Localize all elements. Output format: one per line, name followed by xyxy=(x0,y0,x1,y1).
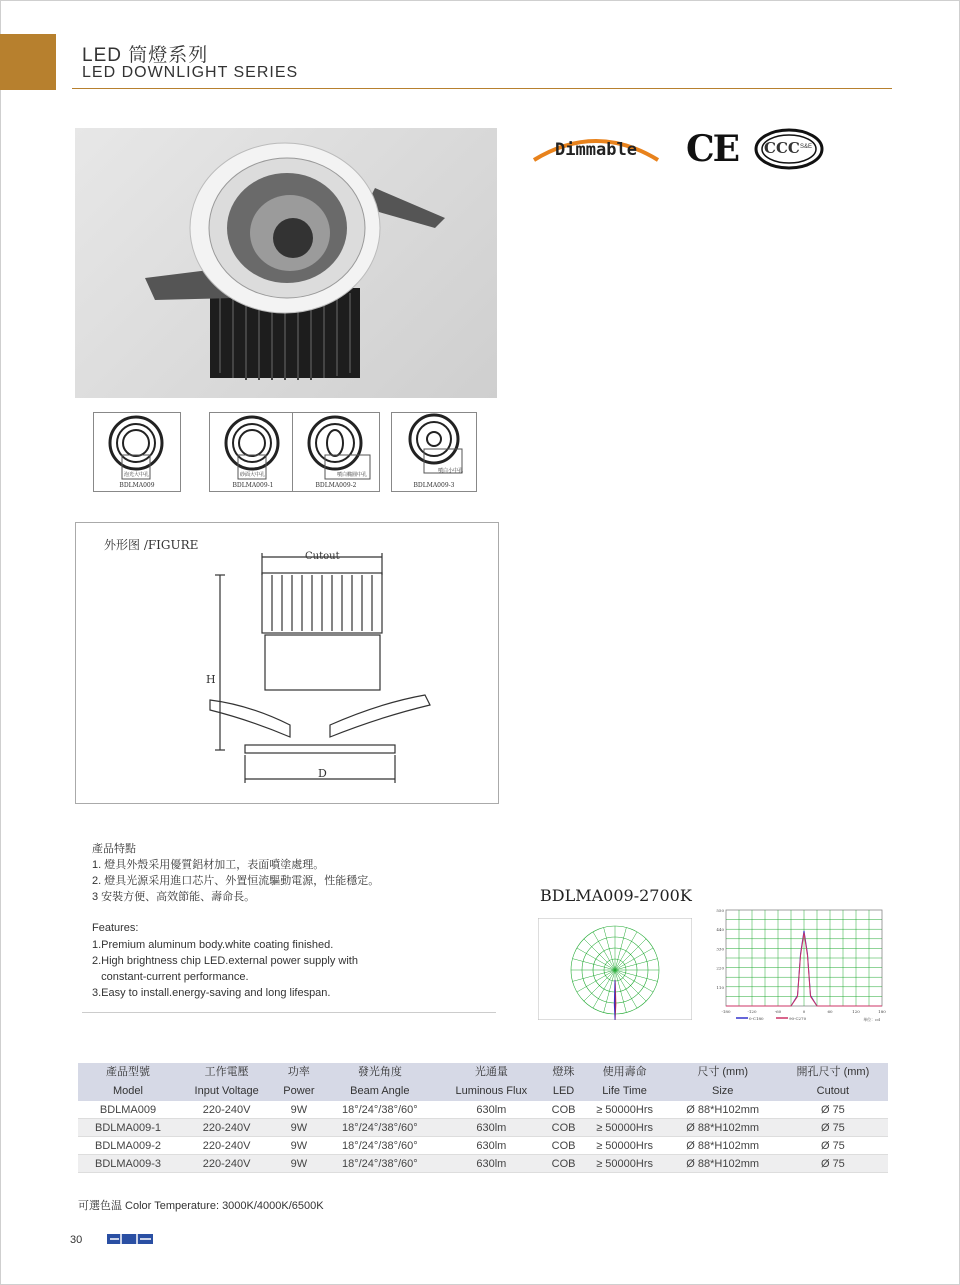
table-header-en: Power xyxy=(275,1082,322,1101)
thumb-tag: 泡光大中孔 xyxy=(124,472,150,478)
chart-legend-label: 90-C270 xyxy=(789,1016,807,1021)
features-cn-title: 產品特點 xyxy=(92,843,136,855)
features-en-item: 2.High brightness chip LED.external power supply with xyxy=(92,955,358,967)
chart-x-tick: 0 xyxy=(802,1009,806,1014)
header-rule xyxy=(72,88,892,89)
chart-x-tick: -180 xyxy=(721,1009,731,1014)
figure-d-label: D xyxy=(318,767,327,780)
table-header-en: Model xyxy=(78,1082,178,1101)
figure-drawing xyxy=(200,545,440,785)
table-cell: 630lm xyxy=(437,1137,545,1155)
table-cell: Ø 75 xyxy=(778,1155,888,1173)
table-header-en: Input Voltage xyxy=(178,1082,275,1101)
table-header-cn: 功率 xyxy=(275,1063,322,1082)
features-en-item: 3.Easy to install.energy-saving and long lifespan. xyxy=(92,987,331,999)
thumb-model: BDLMA009-1 xyxy=(232,482,274,489)
table-header-en: Life Time xyxy=(582,1082,668,1101)
table-cell: 220-240V xyxy=(178,1155,275,1173)
chart-y-tick: 550 xyxy=(716,908,724,913)
header-title-en: LED DOWNLIGHT SERIES xyxy=(82,64,299,81)
table-cell: Ø 88*H102mm xyxy=(668,1155,778,1173)
table-header-en: Cutout xyxy=(778,1082,888,1101)
table-cell: ≥ 50000Hrs xyxy=(582,1101,668,1119)
table-cell: BDLMA009-2 xyxy=(78,1137,178,1155)
variant-thumbnails xyxy=(93,412,483,492)
table-cell: 630lm xyxy=(437,1101,545,1119)
chart-x-tick: 120 xyxy=(852,1009,860,1014)
table-cell: 220-240V xyxy=(178,1137,275,1155)
features-en-item: constant-current performance. xyxy=(92,971,249,983)
table-cell: Ø 75 xyxy=(778,1119,888,1137)
table-cell: 220-240V xyxy=(178,1101,275,1119)
features-cn-item: 1. 燈具外殼采用優質鋁材加工，表面噴塗處理。 xyxy=(92,859,325,871)
thumb-tag: 噴白橢圓中孔 xyxy=(337,472,368,478)
figure-cutout-label: Cutout xyxy=(305,551,340,562)
page-number: 30 xyxy=(70,1234,83,1246)
dimmable-badge xyxy=(530,130,662,180)
model-heading: BDLMA009-2700K xyxy=(540,886,692,905)
polar-chart xyxy=(538,918,692,1020)
table-row xyxy=(78,1101,888,1119)
thumb-model: BDLMA009-2 xyxy=(315,482,357,489)
table-cell: ≥ 50000Hrs xyxy=(582,1137,668,1155)
figure-label: 外形图 /FIGURE xyxy=(104,538,199,552)
table-header-en: Size xyxy=(668,1082,778,1101)
table-cell: 18°/24°/38°/60° xyxy=(323,1119,438,1137)
chart-y-tick: 330 xyxy=(716,946,724,952)
features-cn-item: 2. 燈具光源采用進口芯片、外置恒流驅動電源，性能穩定。 xyxy=(92,875,380,887)
table-cell: 18°/24°/38°/60° xyxy=(323,1155,438,1173)
table-cell: BDLMA009-1 xyxy=(78,1119,178,1137)
table-cell: Ø 75 xyxy=(778,1137,888,1155)
table-cell: COB xyxy=(546,1155,582,1173)
chart-legend-label: 0-C180 xyxy=(749,1016,764,1021)
table-cell: BDLMA009 xyxy=(78,1101,178,1119)
table-cell: 9W xyxy=(275,1119,322,1137)
section-tab xyxy=(0,34,56,90)
spec-table xyxy=(78,1063,888,1173)
features-cn-item: 3 安裝方便、高效節能、壽命長。 xyxy=(92,891,256,903)
table-cell: Ø 88*H102mm xyxy=(668,1101,778,1119)
thumb-item xyxy=(93,412,181,492)
features-en-item: 1.Premium aluminum body.white coating finished. xyxy=(92,939,334,951)
table-cell: BDLMA009-3 xyxy=(78,1155,178,1173)
table-cell: 18°/24°/38°/60° xyxy=(323,1137,438,1155)
ccc-mark-icon xyxy=(754,128,824,170)
thumb-item xyxy=(391,412,477,492)
features-en-title: Features: xyxy=(92,922,139,934)
table-cell: Ø 88*H102mm xyxy=(668,1119,778,1137)
chart-y-tick: 220 xyxy=(716,965,724,971)
thumb-item xyxy=(292,412,380,492)
color-temperature: 可選色温 Color Temperature: 3000K/4000K/6500K xyxy=(78,1200,324,1212)
table-cell: Ø 75 xyxy=(778,1101,888,1119)
table-row xyxy=(78,1155,888,1173)
thumb-tag: 砂面大中孔 xyxy=(240,472,266,478)
table-cell: 18°/24°/38°/60° xyxy=(323,1101,438,1119)
table-header-cn: 開孔尺寸 (mm) xyxy=(778,1063,888,1082)
thumb-item xyxy=(209,412,297,492)
table-cell: 220-240V xyxy=(178,1119,275,1137)
table-row xyxy=(78,1119,888,1137)
chart-y-tick: 440 xyxy=(716,927,724,933)
table-cell: 9W xyxy=(275,1155,322,1173)
line-chart xyxy=(712,906,888,1024)
table-cell: 9W xyxy=(275,1101,322,1119)
chart-y-tick: 110 xyxy=(716,984,724,990)
table-cell: ≥ 50000Hrs xyxy=(582,1155,668,1173)
table-header-cn: 使用壽命 xyxy=(582,1063,668,1082)
table-cell: Ø 88*H102mm xyxy=(668,1137,778,1155)
thumb-tag: 噴白小中孔 xyxy=(438,468,464,474)
ccc-sub-label: S&E xyxy=(800,144,813,150)
ce-mark-icon: CE xyxy=(686,128,739,170)
product-photo xyxy=(75,128,497,398)
table-header-cn: 產品型號 xyxy=(78,1063,178,1082)
chart-x-tick: 180 xyxy=(878,1009,886,1014)
table-header-en: Beam Angle xyxy=(323,1082,438,1101)
table-cell: 630lm xyxy=(437,1155,545,1173)
table-header-cn: 尺寸 (mm) xyxy=(668,1063,778,1082)
table-header-cn: 光通量 xyxy=(437,1063,545,1082)
table-header-cn: 發光角度 xyxy=(323,1063,438,1082)
header-title-cn: LED 筒燈系列 xyxy=(82,45,209,66)
chart-x-tick: 60 xyxy=(827,1009,833,1014)
dimmable-label: Dimmable xyxy=(555,140,637,160)
table-header-cn: 燈珠 xyxy=(546,1063,582,1082)
table-header-cn: 工作電壓 xyxy=(178,1063,275,1082)
chart-x-tick: -60 xyxy=(774,1009,782,1014)
table-cell: 9W xyxy=(275,1137,322,1155)
table-header-en: LED xyxy=(546,1082,582,1101)
table-cell: ≥ 50000Hrs xyxy=(582,1119,668,1137)
table-cell: 630lm xyxy=(437,1119,545,1137)
table-cell: COB xyxy=(546,1101,582,1119)
table-cell: COB xyxy=(546,1137,582,1155)
thumb-model: BDLMA009-3 xyxy=(413,482,455,489)
table-row xyxy=(78,1137,888,1155)
thumb-model: BDLMA009 xyxy=(119,482,155,489)
features-divider xyxy=(82,1012,496,1013)
figure-h-label: H xyxy=(206,673,216,686)
brand-logo xyxy=(107,1232,153,1244)
ccc-label: CCC xyxy=(764,139,800,157)
table-cell: COB xyxy=(546,1119,582,1137)
table-header-en: Luminous Flux xyxy=(437,1082,545,1101)
chart-unit-note: 单位：cd xyxy=(863,1017,880,1022)
chart-x-tick: -120 xyxy=(747,1009,757,1014)
